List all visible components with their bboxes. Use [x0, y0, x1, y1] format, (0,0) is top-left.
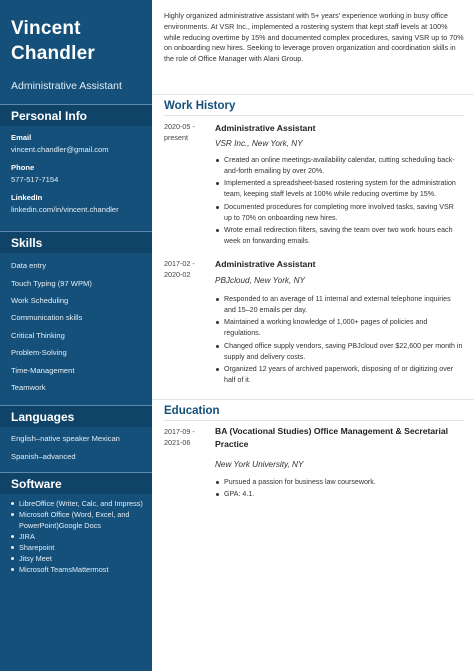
email-label: Email: [11, 133, 32, 142]
software-item: Jitsy Meet: [11, 553, 149, 564]
job-bullets: [215, 294, 463, 387]
education-bullets: [215, 477, 463, 502]
list-item: Documented procedures for completing more involved tasks, saving VSR up to 70% on onboarding new hires.: [215, 202, 463, 224]
skill-item: Touch Typing (97 WPM): [11, 279, 92, 288]
school-name: New York University, NY: [215, 460, 304, 469]
list-item: Maintained a working knowledge of 1,000+ pages of policies and regulations.: [215, 317, 463, 339]
skills-heading: Skills: [0, 231, 152, 253]
software-item: Microsoft TeamsMattermost: [11, 564, 149, 575]
divider: [164, 115, 464, 116]
software-item: Microsoft Office (Word, Excel, and PowerPoint)Google Docs: [11, 509, 149, 531]
list-item: Pursued a passion for business law coursework.: [215, 477, 463, 488]
job-bullets: [215, 155, 463, 248]
language-item: Spanish–advanced: [11, 452, 76, 461]
phone-value[interactable]: 577-517-7154: [11, 175, 59, 184]
list-item: Implemented a spreadsheet-based rostering system for the administration team, keeping staff levels at 100% while reducing overtime by 15%.: [215, 178, 463, 200]
candidate-role: Administrative Assistant: [11, 80, 122, 92]
list-item: Responded to an average of 11 internal and external telephone inquiries and 15–20 emails per day.: [215, 294, 463, 316]
software-item: Sharepoint: [11, 542, 149, 553]
education-date: 2017-09 - 2021-06: [164, 427, 195, 447]
candidate-name: [11, 16, 149, 66]
education-heading: Education: [152, 399, 474, 419]
sidebar: [0, 0, 152, 671]
list-item: Created an online meetings-availability calendar, cutting scheduling back-and-forth emailing by over 20%.: [215, 155, 463, 177]
work-history-heading: Work History: [152, 94, 474, 114]
skill-item: Time-Management: [11, 366, 75, 375]
list-item: Wrote email redirection filters, saving the team over two work hours each week on forwarding emails.: [215, 225, 463, 247]
job-date: 2020-05 - present: [164, 122, 195, 142]
software-heading: Software: [0, 472, 152, 494]
job-title: Administrative Assistant: [215, 259, 316, 269]
summary-paragraph: Highly organized administrative assistant with 5+ years' experience working in busy office environments. At VSR Inc., implemented a rostering system that kept staff levels at 100% while reducing overtime by 15% and documented complex procedures, saving VSR up to 70% on onboarding new hires. Seeking to leverage proven organization and coordination skills in the role of Office Manager with Alani Group.: [164, 11, 464, 64]
job-company: VSR Inc., New York, NY: [215, 139, 303, 148]
software-item: JIRA: [11, 531, 149, 542]
job-title: Administrative Assistant: [215, 123, 316, 133]
software-list: [11, 498, 149, 575]
skill-item: Data entry: [11, 261, 47, 270]
skill-item: Critical Thinking: [11, 331, 65, 340]
job-company: PBJcloud, New York, NY: [215, 276, 305, 285]
skill-item: Problem-Solving: [11, 348, 67, 357]
main-content: [152, 0, 474, 671]
skill-item: Teamwork: [11, 383, 46, 392]
email-value[interactable]: vincent.chandler@gmail.com: [11, 145, 109, 154]
phone-label: Phone: [11, 163, 35, 172]
list-item: Changed office supply vendors, saving PBJcloud over $22,600 per month in supply and delivery costs.: [215, 341, 463, 363]
list-item: GPA: 4.1.: [215, 489, 463, 500]
linkedin-label: LinkedIn: [11, 193, 43, 202]
skill-item: Work Scheduling: [11, 296, 69, 305]
list-item: Organized 12 years of archived paperwork, disposing of or digitizing over half of it.: [215, 364, 463, 386]
skill-item: Communication skills: [11, 313, 83, 322]
divider: [164, 420, 464, 421]
name-first: Vincent: [11, 18, 81, 39]
job-date: 2017-02 - 2020-02: [164, 259, 195, 279]
degree-title: BA (Vocational Studies) Office Management & Secretarial Practice: [215, 426, 449, 449]
language-item: English–native speaker Mexican: [11, 434, 120, 443]
languages-heading: Languages: [0, 405, 152, 427]
personal-info-heading: Personal Info: [0, 104, 152, 126]
name-last: Chandler: [11, 43, 95, 64]
linkedin-value[interactable]: linkedin.com/in/vincent.chandler: [11, 205, 119, 214]
software-item: LibreOffice (Writer, Calc, and Impress): [11, 498, 149, 509]
